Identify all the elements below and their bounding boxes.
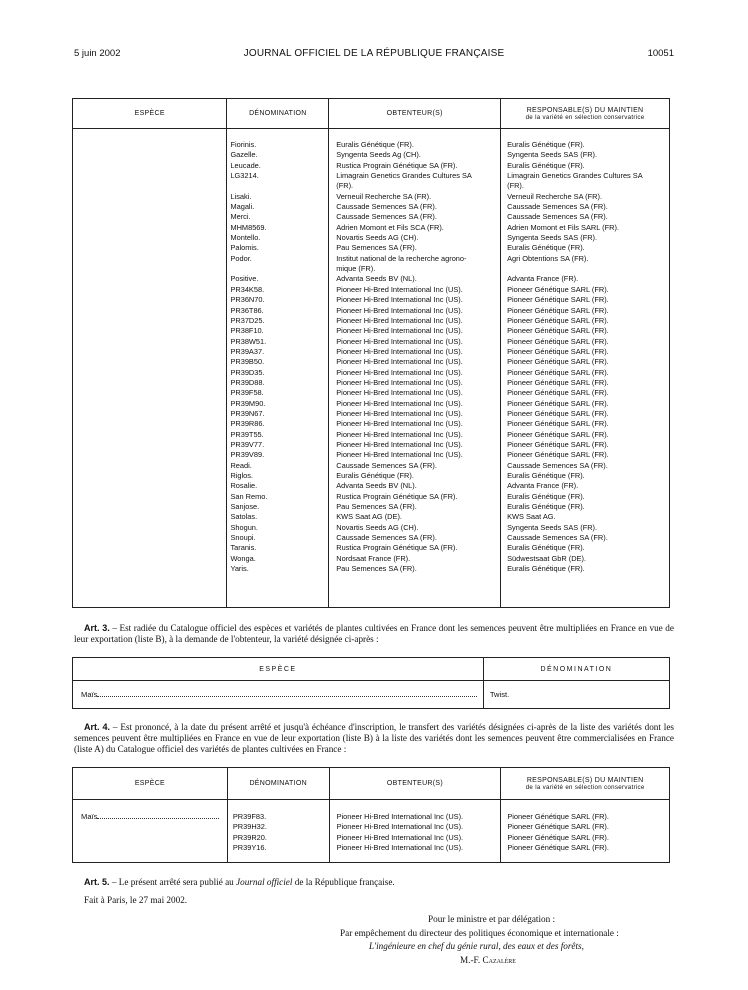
list-item: Pioneer Génétique SARL (FR). [507,398,609,408]
list-item: MHM8569. [230,222,267,232]
obtenteurs-list [336,140,500,574]
transferred-varieties-table [72,767,670,863]
list-item: Südwestsaat GbR (DE). [507,553,586,563]
col-header-responsables-sub: de la variété en sélection conservatrice [525,783,645,791]
list-item: Limagrain Genetics Grandes Cultures SA [336,171,472,181]
col-header-responsables [501,99,670,129]
list-item: PR39M90. [230,398,266,408]
list-item: Pioneer Hi-Bred International Inc (US). [336,450,463,460]
list-item: KWS Saat AG (DE). [336,512,402,522]
list-item: PR39D35. [230,367,265,377]
list-item: Pioneer Génétique SARL (FR). [507,367,609,377]
list-item: Euralis Génétique (FR). [336,140,414,149]
list-item: Pioneer Hi-Bred International Inc (US). [336,305,463,315]
list-item: Pioneer Hi-Bred International Inc (US). [336,388,463,398]
leader-dots [97,696,477,697]
list-item: Pioneer Hi-Bred International Inc (US). [336,408,463,418]
article-4-label: Art. 4. [84,722,111,732]
list-item: Pioneer Génétique SARL (FR). [507,832,609,842]
list-item: Nordsaat France (FR). [336,553,411,563]
list-item: Pioneer Génétique SARL (FR). [507,305,609,315]
list-item: Pioneer Génétique SARL (FR). [507,284,609,294]
list-item: KWS Saat AG. [507,512,556,522]
list-item: Rustica Prograin Génétique SA (FR). [336,491,458,501]
denomination-cell [227,800,329,863]
list-item: Syngenta Seeds SAS (FR). [507,150,598,160]
signature-name: M.-F. Cazalère [460,955,516,965]
list-item: Verneuil Recherche SA (FR). [507,191,602,201]
list-item: Montello. [230,233,261,243]
fait-a-paris [74,895,674,906]
list-item: PR38W51. [230,336,267,346]
list-item: PR39A37. [230,346,265,356]
list-item: Syngenta Seeds SAS (FR). [507,522,598,532]
espece-value: Maïs [81,812,98,821]
list-item: Pioneer Hi-Bred International Inc (US). [336,398,463,408]
list-item: Taranis. [230,543,257,553]
article-4-text: – Est prononcé, à la date du présent arrêté et jusqu'à échéance d'inscription, le transfert des variétés désignées ci-après de la liste des variétés dont les semences peuvent être multipliées en France en vue de leur exportation (liste B) à la liste des variétés dont les semences peuvent être commercialisées en France (liste A) du Catalogue officiel des variétés de plantes cultivées en France : [74,722,674,754]
list-item: Syngenta Seeds SAS (FR). [507,233,598,243]
list-item: Euralis Génétique (FR). [507,502,585,512]
list-item: Readi. [230,460,252,470]
list-item: Pau Semences SA (FR). [336,564,417,574]
list-item: Advanta Seeds BV (NL). [336,274,417,284]
col-header-responsables-title: RESPONSABLE(S) DU MAINTIEN [526,106,644,114]
list-item: Pioneer Hi-Bred International Inc (US). [336,812,464,821]
col-header-espece: ESPÈCE [73,99,227,129]
list-item: Rosalie. [230,481,258,491]
list-item: Caussade Semences SA (FR). [336,533,437,543]
list-item: Pioneer Génétique SARL (FR). [507,450,609,460]
list-item: Novartis Seeds AG (CH). [336,233,419,243]
list-item: PR39N67. [230,408,265,418]
list-item: Pioneer Hi-Bred International Inc (US). [336,336,463,346]
list-item: Pioneer Hi-Bred International Inc (US). [336,822,464,832]
col-header-obtenteurs: OBTENTEUR(S) [329,99,501,129]
article-5-text-b: de la République française. [292,877,395,887]
article-3-text: – Est radiée du Catalogue officiel des espèces et variétés de plantes cultivées en France dont les semences peuvent être multipliées en France en vue de leur exportation (liste B), à la demande de l'obtenteur, la variété désignée ci-après : [74,623,674,644]
col-header-responsables [501,768,670,800]
obtenteurs-list [337,812,501,853]
list-item: PR37D25. [230,315,265,325]
article-5-text-italic: Journal officiel [236,877,293,887]
list-item: Pioneer Génétique SARL (FR). [507,336,609,346]
list-item: Rustica Prograin Génétique SA (FR). [336,543,458,553]
list-item: Pioneer Hi-Bred International Inc (US). [336,843,464,853]
list-item: PR39D88. [230,377,265,387]
list-item: Pioneer Génétique SARL (FR). [507,812,609,821]
list-item: Advanta Seeds BV (NL). [336,481,417,491]
list-item: Merci. [230,212,251,222]
list-item: Pioneer Génétique SARL (FR). [507,377,609,387]
list-item: Yaris. [230,564,249,574]
list-item: Pioneer Génétique SARL (FR). [507,439,609,449]
list-item: Palomis. [230,243,259,253]
list-item: Sanjose. [230,502,260,512]
list-item: Advanta France (FR). [507,481,579,491]
list-item: PR36T86. [230,305,264,315]
list-item: Pioneer Génétique SARL (FR). [507,357,609,367]
list-item [230,264,328,274]
list-item: Pioneer Génétique SARL (FR). [507,408,609,418]
list-item: Pioneer Hi-Bred International Inc (US). [336,315,463,325]
list-item: Pau Semences SA (FR). [336,243,417,253]
list-item: Novartis Seeds AG (CH). [336,522,419,532]
article-3 [74,623,674,645]
list-item: Gazelle. [230,150,258,160]
list-item: PR39Y16. [232,843,267,853]
col-header-espece: ESPÈCE [73,768,228,800]
table-body-row [73,129,670,608]
denomination-cell [483,681,669,709]
list-item: Euralis Génétique (FR). [507,140,585,149]
list-item: Pioneer Génétique SARL (FR). [507,419,609,429]
signature-line-1: Pour le ministre et par délégation : [428,914,556,924]
varieties-table [72,98,670,608]
responsables-cell [501,129,670,608]
list-item: Pau Semences SA (FR). [336,502,417,512]
list-item: PR38F10. [230,326,264,336]
article-5-text-a: – Le présent arrêté sera publié au [109,877,237,887]
denomination-list [230,140,328,574]
col-header-denomination: DÉNOMINATION [483,658,669,681]
list-item: Euralis Génétique (FR). [507,160,585,170]
col-header-espece: ESPÈCE [73,658,484,681]
list-item: Caussade Semences SA (FR). [507,460,608,470]
list-item: Euralis Génétique (FR). [507,564,585,574]
list-item: Pioneer Génétique SARL (FR). [507,429,609,439]
list-item: PR34K58. [230,284,265,294]
espece-cell [73,681,484,709]
col-header-responsables-title: RESPONSABLE(S) DU MAINTIEN [526,776,644,784]
leader-dots [97,818,219,819]
col-header-denomination: DÉNOMINATION [227,768,329,800]
responsables-cell [501,800,670,863]
denomination-list [233,812,329,853]
list-item: Pioneer Génétique SARL (FR). [507,315,609,325]
list-item: Snoupi. [230,533,256,543]
list-item: PR39F83. [232,812,267,821]
list-item: Pioneer Hi-Bred International Inc (US). [336,326,463,336]
list-item: Limagrain Genetics Grandes Cultures SA [507,171,643,181]
list-item: Riglos. [230,471,254,480]
col-header-obtenteurs: OBTENTEUR(S) [329,768,501,800]
list-item: Caussade Semences SA (FR). [507,202,608,212]
list-item: San Remo. [230,491,268,501]
list-item: Magali. [230,202,255,212]
obtenteurs-cell [329,129,501,608]
list-item: Euralis Génétique (FR). [507,243,585,253]
list-item: Advanta France (FR). [507,274,579,284]
list-item: Euralis Génétique (FR). [507,471,585,480]
denomination-cell [227,129,329,608]
list-item: Rustica Prograin Génétique SA (FR). [336,160,458,170]
list-item: PR39V77. [230,439,265,449]
signature-line-2: Par empêchement du directeur des politiques économique et internationale : [340,928,619,938]
espece-cell [73,800,228,863]
list-item: Euralis Génétique (FR). [507,543,585,553]
col-header-denomination: DÉNOMINATION [227,99,329,129]
list-item [507,264,669,274]
list-item: Syngenta Seeds Ag (CH). [336,150,421,160]
page-header [74,48,674,62]
list-item: (FR). [336,181,354,191]
list-item: Leucade. [230,160,261,170]
removed-variety-table [72,657,670,709]
list-item: Shogun. [230,522,258,532]
table-header-row [73,99,670,129]
obtenteurs-cell [329,800,501,863]
list-item: Euralis Génétique (FR). [336,471,414,480]
denomination-value: Twist. [489,690,510,699]
list-item: Podor. [230,253,252,263]
issue-date: 5 juin 2002 [74,48,121,59]
list-item: Pioneer Génétique SARL (FR). [507,822,609,832]
list-item: Lisaki. [230,191,252,201]
list-item: Pioneer Hi-Bred International Inc (US). [336,832,464,842]
list-item: Verneuil Recherche SA (FR). [336,191,432,201]
list-item: PR39R20. [232,832,267,842]
list-item [230,181,328,191]
list-item: Pioneer Hi-Bred International Inc (US). [336,284,463,294]
list-item: Pioneer Hi-Bred International Inc (US). [336,377,463,387]
list-item: Fiorinis. [230,140,257,149]
list-item: Caussade Semences SA (FR). [336,202,437,212]
col-header-responsables-sub: de la variété en sélection conservatrice [525,113,645,121]
list-item: PR39H32. [232,822,267,832]
list-item: PR39F58. [230,388,264,398]
list-item: Pioneer Hi-Bred International Inc (US). [336,357,463,367]
list-item: Pioneer Hi-Bred International Inc (US). [336,367,463,377]
list-item: Pioneer Hi-Bred International Inc (US). [336,439,463,449]
journal-title: JOURNAL OFFICIEL DE LA RÉPUBLIQUE FRANÇAISE [243,48,505,59]
page-number: 10051 [647,48,674,59]
list-item: (FR). [507,181,524,191]
list-item: Pioneer Hi-Bred International Inc (US). [336,295,463,305]
list-item: Wonga. [230,553,256,563]
list-item: Pioneer Génétique SARL (FR). [507,295,609,305]
list-item: Pioneer Génétique SARL (FR). [507,388,609,398]
list-item: Pioneer Génétique SARL (FR). [507,326,609,336]
list-item: PR39T55. [230,429,264,439]
responsables-list [507,140,669,574]
list-item: Pioneer Génétique SARL (FR). [507,346,609,356]
list-item: mique (FR). [336,264,376,274]
article-3-label: Art. 3. [84,623,110,633]
list-item: Caussade Semences SA (FR). [336,212,437,222]
list-item: Institut national de la recherche agrono- [336,253,467,263]
article-5 [74,877,674,888]
list-item: Positive. [230,274,259,284]
list-item: Pioneer Hi-Bred International Inc (US). [336,419,463,429]
list-item: Pioneer Hi-Bred International Inc (US). [336,346,463,356]
list-item: PR39R86. [230,419,265,429]
list-item: Adrien Momont et Fils SARL (FR). [507,222,619,232]
list-item: Pioneer Génétique SARL (FR). [507,843,609,853]
list-item: PR36N70. [230,295,265,305]
article-5-label: Art. 5. [84,877,110,887]
fait-text: Fait à Paris, le 27 mai 2002. [84,895,188,905]
espece-cell [73,129,227,608]
signature-line-3: L'ingénieure en chef du génie rural, des eaux et des forêts, [369,941,584,951]
responsables-list [507,812,669,853]
list-item: Caussade Semences SA (FR). [507,533,608,543]
espece-value: Maïs [81,690,98,699]
list-item: Caussade Semences SA (FR). [336,460,437,470]
list-item: PR39V89. [230,450,265,460]
list-item: Agri Obtentions SA (FR). [507,253,589,263]
list-item: Euralis Génétique (FR). [507,491,585,501]
list-item: LG3214. [230,171,259,181]
article-4 [74,722,674,755]
list-item: PR39B50. [230,357,265,367]
list-item: Pioneer Hi-Bred International Inc (US). [336,429,463,439]
list-item: Caussade Semences SA (FR). [507,212,608,222]
list-item: Adrien Momont et Fils SCA (FR). [336,222,444,232]
list-item: Satolas. [230,512,258,522]
